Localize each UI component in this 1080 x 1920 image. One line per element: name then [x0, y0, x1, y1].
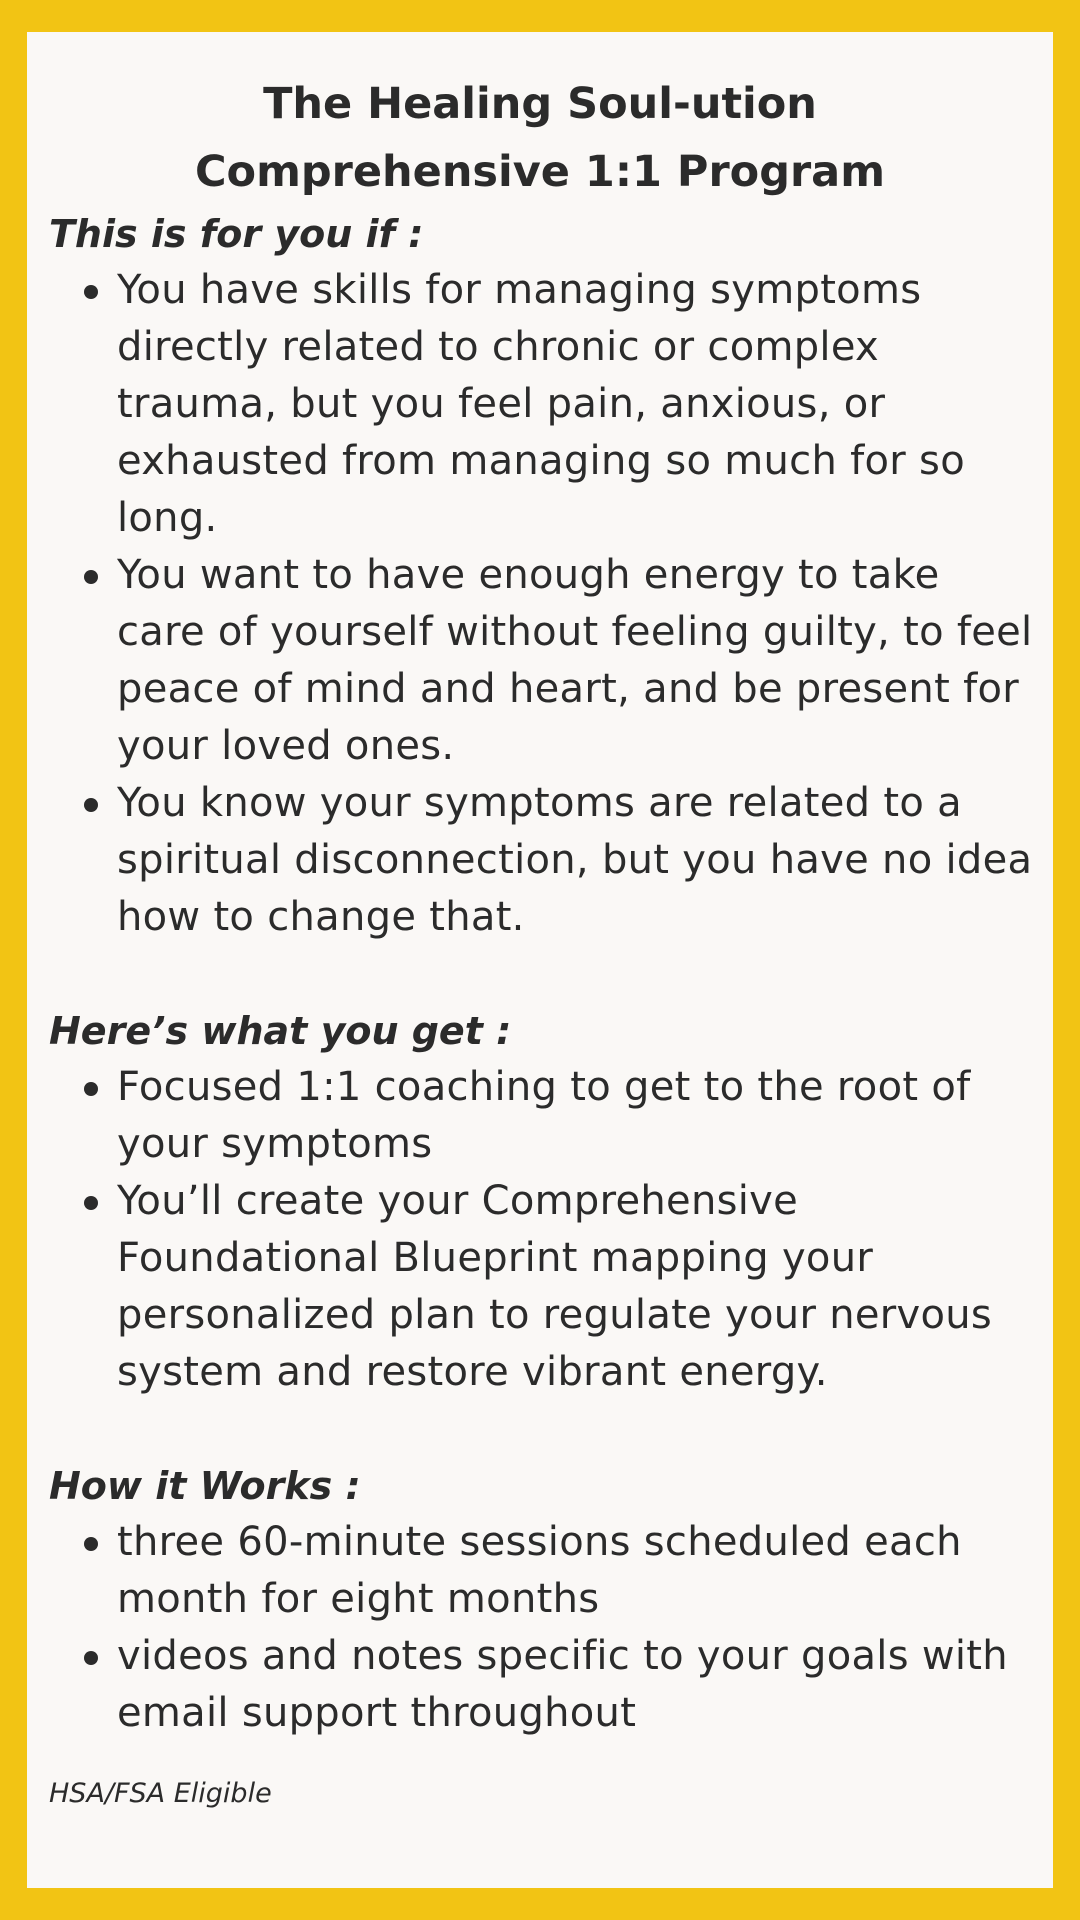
list-item-text: You know your symptoms are related to a spiritual disconnection, but you have no idea how to change that.: [117, 780, 1033, 940]
list-item: [47, 1628, 1033, 1742]
list-item-text: You want to have enough energy to take care of yourself without feeling guilty, to feel peace of mind and heart, and be present for your loved ones.: [117, 552, 1033, 769]
list-item: [47, 547, 1033, 775]
bullet-icon: [84, 570, 98, 584]
list-item-text: You’ll create your Comprehensive Foundational Blueprint mapping your personalized plan to regulate your nervous system and restore vibrant energy.: [117, 1178, 993, 1395]
title-line-1: The Healing Soul-ution: [263, 79, 817, 129]
spacer: [47, 1401, 1033, 1458]
list-item: [47, 775, 1033, 946]
list-item-text: three 60-minute sessions scheduled each month for eight months: [117, 1519, 962, 1622]
how-it-works-list: [47, 1514, 1033, 1742]
what-you-get-list: [47, 1059, 1033, 1401]
bullet-icon: [84, 798, 98, 812]
eligibility-note: HSA/FSA Eligible: [49, 1778, 272, 1809]
section-how-it-works: [47, 1458, 1033, 1742]
list-item-text: videos and notes specific to your goals with email support throughout: [117, 1633, 1008, 1736]
list-item: [47, 262, 1033, 547]
bullet-icon: [84, 1537, 98, 1551]
list-item: [47, 1173, 1033, 1401]
list-item: [47, 1514, 1033, 1628]
spacer: [47, 946, 1033, 1003]
section-heading-what-you-get: Here’s what you get :: [49, 1009, 512, 1053]
bullet-icon: [84, 1196, 98, 1210]
section-for-you: [47, 206, 1033, 946]
bullet-icon: [84, 1651, 98, 1665]
list-item: [47, 1059, 1033, 1173]
bullet-icon: [84, 1082, 98, 1096]
list-item-text: Focused 1:1 coaching to get to the root of your symptoms: [117, 1064, 971, 1167]
section-heading-for-you: This is for you if :: [49, 212, 424, 256]
list-item-text: You have skills for managing symptoms directly related to chronic or complex trauma, but you feel pain, anxious, or exhausted from managing so much for so long.: [117, 267, 965, 541]
title-line-2: Comprehensive 1:1 Program: [194, 147, 885, 197]
bullet-icon: [84, 285, 98, 299]
page-title: [47, 70, 1033, 206]
section-heading-how-it-works: How it Works :: [49, 1464, 361, 1508]
section-what-you-get: [47, 1003, 1033, 1401]
program-card: [27, 32, 1053, 1888]
for-you-list: [47, 262, 1033, 946]
